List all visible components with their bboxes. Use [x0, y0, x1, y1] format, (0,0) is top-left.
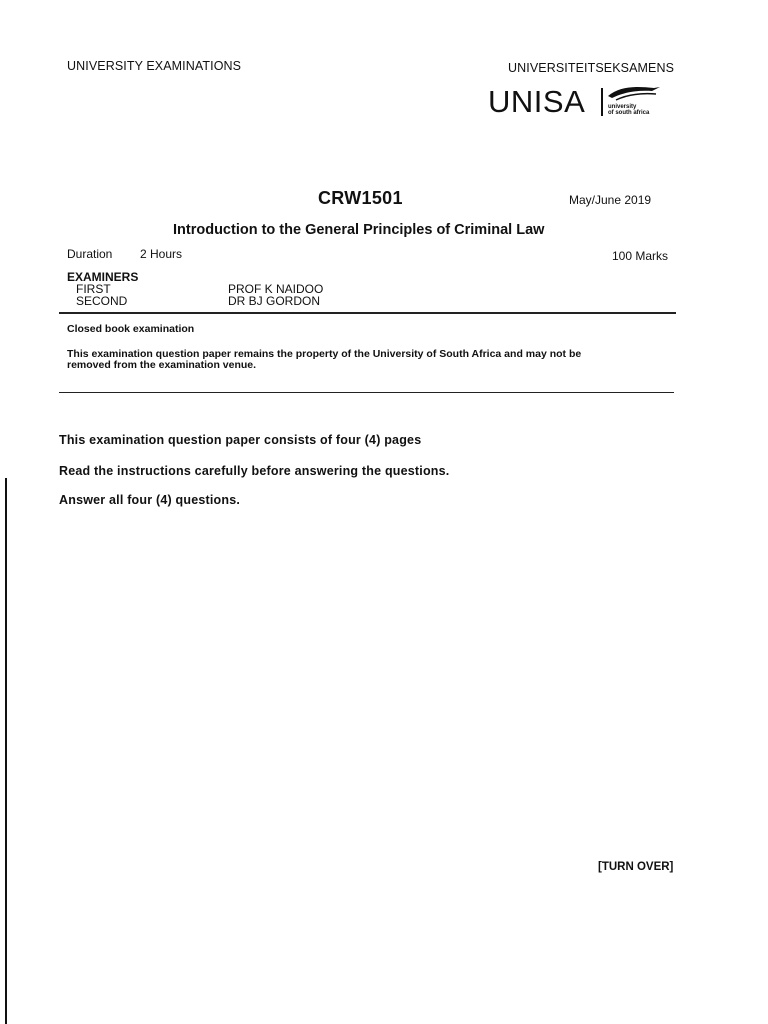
duration-label: Duration	[67, 247, 113, 261]
logo-subtitle	[608, 104, 649, 116]
first-examiner-name: PROF K NAIDOO	[228, 282, 324, 296]
instruction-answer: Answer all four (4) questions.	[59, 493, 241, 507]
paper-title: Introduction to the General Principles of Criminal Law	[173, 222, 545, 238]
property-note	[67, 349, 581, 371]
total-marks: 100 Marks	[612, 249, 669, 263]
unisa-logo	[488, 84, 663, 120]
logo-wordmark: UNISA	[488, 84, 586, 119]
duration-value: 2 Hours	[140, 247, 183, 261]
instruction-read: Read the instructions carefully before answering the questions.	[59, 464, 450, 478]
divider-bottom	[59, 392, 674, 393]
unisa-emblem-icon	[606, 84, 662, 104]
second-examiner-label: SECOND	[76, 294, 128, 308]
course-code: CRW1501	[318, 188, 403, 208]
logo-divider	[601, 88, 603, 116]
second-examiner-name: DR BJ GORDON	[228, 294, 321, 308]
closed-book-note: Closed book examination	[67, 323, 195, 335]
logo-sub-line1: university	[608, 104, 637, 110]
logo-sub-line2: of south africa	[608, 110, 650, 116]
header-right: UNIVERSITEITSEKSAMENS	[508, 61, 675, 75]
instruction-pages: This examination question paper consists of four (4) pages	[59, 433, 422, 447]
examiners-heading: EXAMINERS	[67, 270, 139, 284]
scan-edge-line	[5, 478, 7, 1024]
divider-top	[59, 312, 676, 314]
property-note-line1: This examination question paper remains the property of the University of South Africa and may not be	[67, 348, 582, 360]
turn-over-label: [TURN OVER]	[598, 861, 674, 873]
first-examiner-label: FIRST	[76, 282, 111, 296]
header-left: UNIVERSITY EXAMINATIONS	[67, 59, 242, 73]
exam-session: May/June 2019	[569, 193, 652, 207]
property-note-line2: removed from the examination venue.	[67, 359, 257, 371]
